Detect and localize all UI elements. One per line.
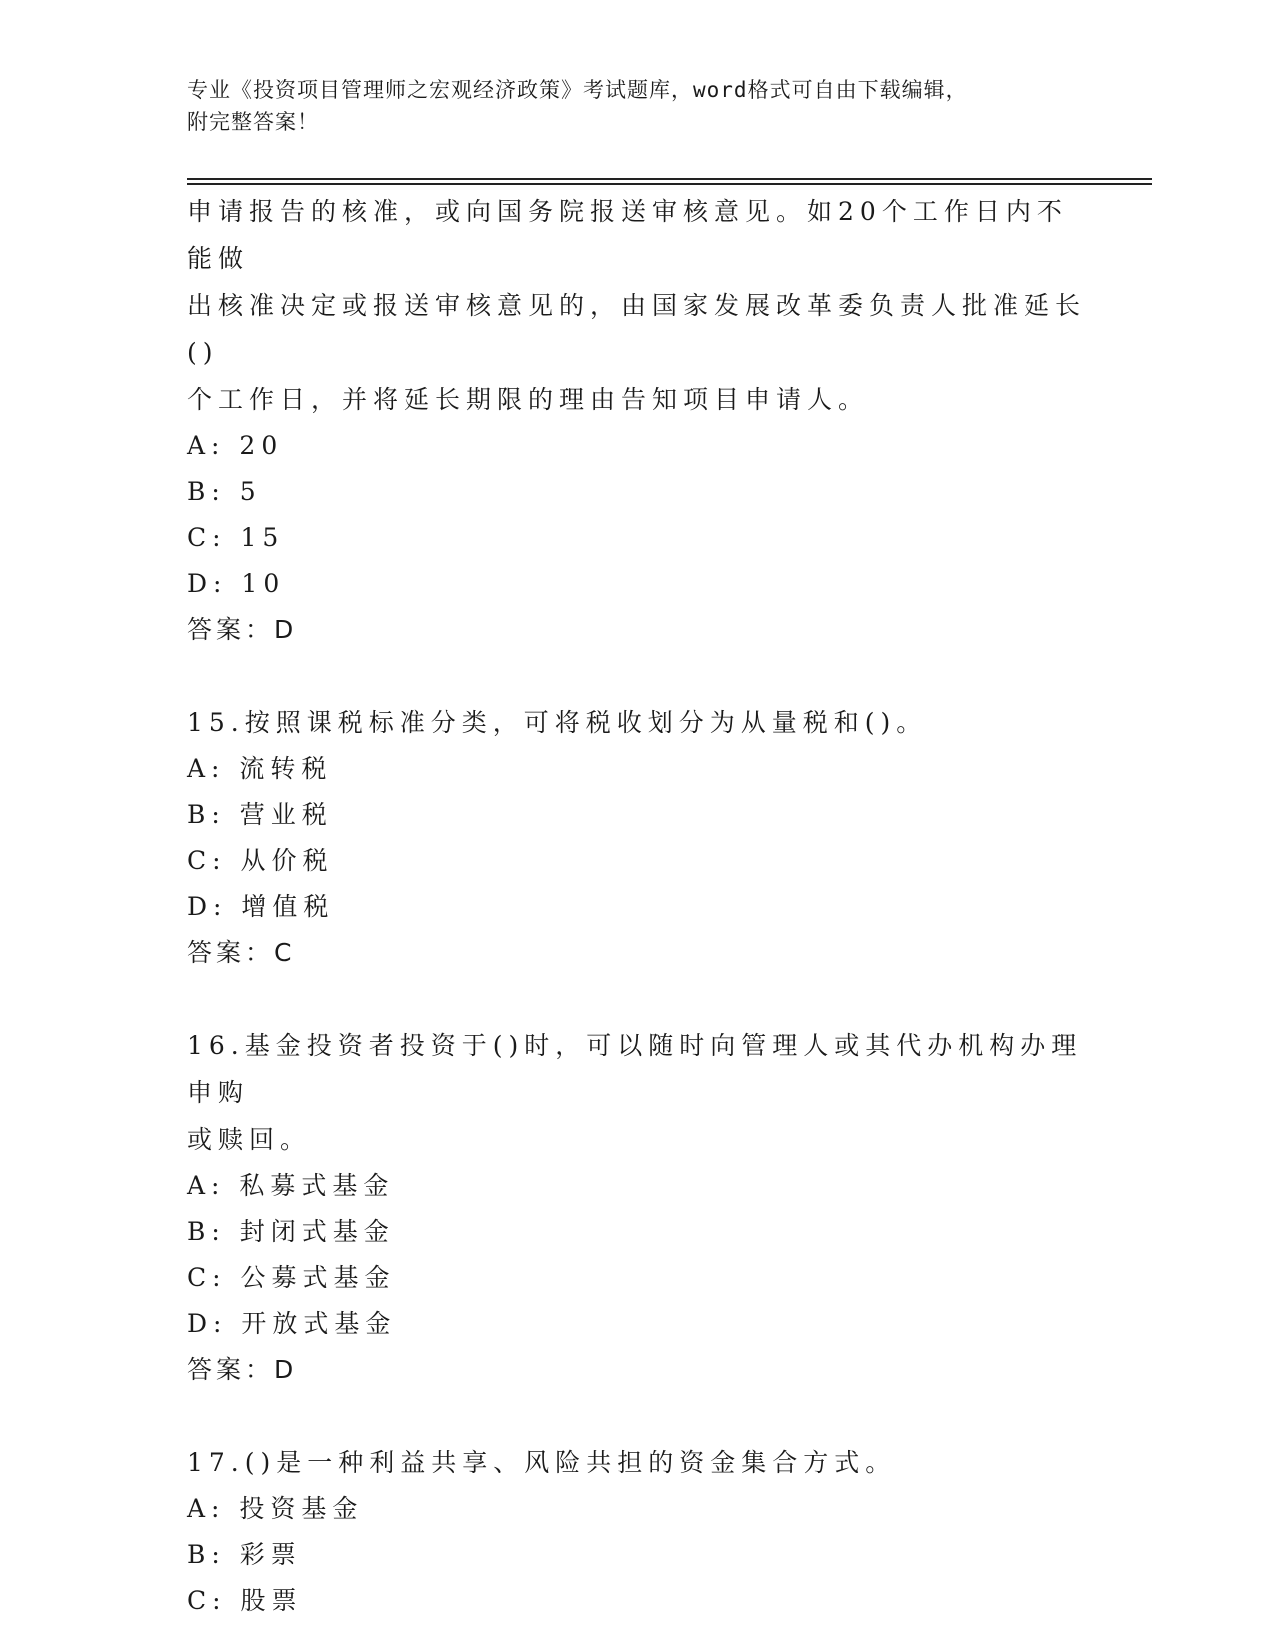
question-block	[187, 188, 1087, 653]
question-stem-line: 16.基金投资者投资于()时，可以随时向管理人或其代办机构办理申购	[187, 1031, 1083, 1107]
option-b: B: 5	[187, 477, 262, 506]
header-divider-bottom	[187, 183, 1152, 185]
answer-line: 答案：D	[187, 1355, 298, 1384]
question-stem-line: 个工作日，并将延长期限的理由告知项目申请人。	[187, 385, 870, 414]
option-d: D: 增值税	[187, 892, 335, 921]
option-a: A: 投资基金	[187, 1494, 364, 1523]
question-stem-line: 或赎回。	[187, 1125, 312, 1154]
header-line-2: 附完整答案！	[187, 110, 319, 134]
question-stem-line: 出核准决定或报送审核意见的，由国家发展改革委负责人批准延长()	[187, 291, 1087, 367]
answer-line: 答案：D	[187, 615, 298, 644]
header-divider-top	[187, 178, 1152, 180]
question-stem-line: 15.按照课税标准分类，可将税收划分为从量税和()。	[187, 708, 928, 737]
question-spacer	[187, 976, 1087, 1022]
option-b: B: 封闭式基金	[187, 1217, 395, 1246]
question-block	[187, 1022, 1087, 1393]
question-list	[187, 188, 1087, 1624]
option-d: D: 开放式基金	[187, 1309, 397, 1338]
option-a: A: 私募式基金	[187, 1171, 395, 1200]
option-c: C: 股票	[187, 1586, 303, 1615]
question-spacer	[187, 653, 1087, 699]
option-c: C: 15	[187, 523, 285, 552]
option-c: C: 公募式基金	[187, 1263, 396, 1292]
answer-line: 答案：C	[187, 938, 296, 967]
option-d: D: 10	[187, 569, 286, 598]
question-block	[187, 699, 1087, 976]
option-a: A: 流转税	[187, 754, 333, 783]
document-header	[187, 74, 1067, 138]
option-a: A: 20	[187, 431, 284, 460]
question-stem-line: 17.()是一种利益共享、风险共担的资金集合方式。	[187, 1448, 897, 1477]
question-block	[187, 1439, 1087, 1624]
question-spacer	[187, 1393, 1087, 1439]
option-b: B: 彩票	[187, 1540, 302, 1569]
option-b: B: 营业税	[187, 800, 333, 829]
header-line-1: 专业《投资项目管理师之宏观经济政策》考试题库，word格式可自由下载编辑，	[187, 78, 968, 102]
question-stem-line: 申请报告的核准，或向国务院报送审核意见。如20个工作日内不能做	[187, 197, 1068, 273]
option-c: C: 从价税	[187, 846, 334, 875]
